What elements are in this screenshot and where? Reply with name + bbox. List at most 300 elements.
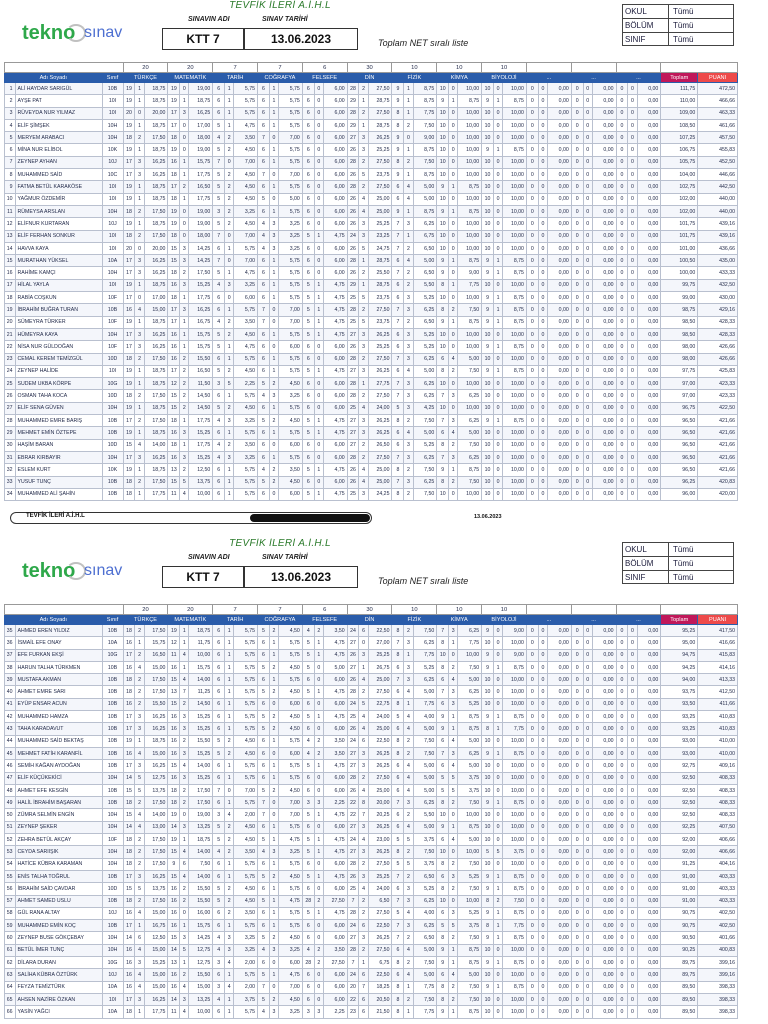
table-row[interactable] — [5, 846, 738, 858]
correct-cell: 0 — [571, 451, 583, 463]
table-row[interactable] — [5, 365, 738, 377]
net-cell: 0,00 — [592, 242, 616, 254]
correct-cell: 26 — [347, 144, 359, 156]
net-cell: 7,50 — [458, 797, 482, 809]
correct-cell: 6 — [302, 698, 314, 710]
table-row[interactable] — [5, 957, 738, 969]
net-cell: 17,50 — [144, 625, 168, 637]
wrong-cell: 3 — [269, 230, 278, 242]
wrong-cell: 4 — [225, 957, 234, 969]
wrong-cell: 2 — [225, 218, 234, 230]
correct-cell: 0 — [571, 304, 583, 316]
correct-cell: 9 — [392, 169, 404, 181]
wrong-cell: 0 — [628, 132, 637, 144]
table-row[interactable] — [5, 772, 738, 784]
wrong-cell: 1 — [269, 156, 278, 168]
table-row[interactable] — [5, 747, 738, 759]
table-row[interactable] — [5, 255, 738, 267]
table-row[interactable] — [5, 649, 738, 661]
wrong-cell: 4 — [359, 476, 368, 488]
correct-cell: 10 — [482, 772, 494, 784]
correct-cell: 0 — [616, 993, 628, 1005]
net-cell: 19,00 — [189, 205, 213, 217]
wrong-cell: 2 — [135, 205, 144, 217]
correct-cell: 25 — [347, 402, 359, 414]
table-row[interactable] — [5, 711, 738, 723]
table-row[interactable] — [5, 809, 738, 821]
net-cell: 5,50 — [413, 279, 437, 291]
rank-cell: 50 — [5, 809, 16, 821]
net-cell: 27,50 — [323, 957, 347, 969]
correct-cell: 7 — [437, 686, 449, 698]
correct-cell: 6 — [302, 378, 314, 390]
table-row[interactable] — [5, 907, 738, 919]
column-header-total: Toplam — [661, 73, 698, 83]
table-row[interactable] — [5, 205, 738, 217]
puan-cell: 472,50 — [698, 83, 738, 95]
student-name-cell: GÜL RANA ALTAY — [15, 907, 102, 919]
table-row[interactable] — [5, 427, 738, 439]
wrong-cell: 5 — [359, 169, 368, 181]
correct-cell: 9 — [482, 957, 494, 969]
correct-cell: 6 — [258, 920, 270, 932]
wrong-cell: 4 — [135, 809, 144, 821]
net-cell: 6,00 — [323, 144, 347, 156]
total-net-cell: 89,50 — [661, 981, 698, 993]
table-row[interactable] — [5, 637, 738, 649]
correct-cell: 19 — [123, 119, 135, 131]
net-cell: 9,00 — [503, 649, 527, 661]
wrong-cell: 2 — [135, 698, 144, 710]
wrong-cell: 1 — [135, 181, 144, 193]
wrong-cell: 1 — [269, 144, 278, 156]
correct-cell: 0 — [616, 760, 628, 772]
wrong-cell: 2 — [180, 895, 189, 907]
puan-cell: 412,50 — [698, 686, 738, 698]
net-cell: 12,75 — [189, 944, 213, 956]
wrong-cell: 4 — [180, 1006, 189, 1018]
wrong-cell: 1 — [225, 760, 234, 772]
net-cell: 0,00 — [548, 883, 572, 895]
table-row[interactable] — [5, 981, 738, 993]
filter-value[interactable]: Tümü — [673, 21, 694, 30]
table-row[interactable] — [5, 797, 738, 809]
correct-cell: 16 — [123, 944, 135, 956]
filter-value[interactable]: Tümü — [673, 545, 694, 554]
correct-cell: 0 — [616, 735, 628, 747]
student-name-cell: MUHAMMED EMRE BARIŞ — [15, 415, 102, 427]
correct-cell: 26 — [347, 649, 359, 661]
wrong-cell: 4 — [180, 674, 189, 686]
net-cell: 3,50 — [323, 625, 347, 637]
net-cell: 0,00 — [548, 698, 572, 710]
total-net-cell: 91,00 — [661, 895, 698, 907]
net-cell: 7,75 — [413, 649, 437, 661]
net-cell: 10,00 — [503, 476, 527, 488]
class-cell: 10I — [102, 993, 123, 1005]
correct-cell: 6 — [213, 242, 225, 254]
wrong-cell: 0 — [314, 661, 323, 673]
correct-cell: 18 — [168, 415, 180, 427]
net-cell: 0,00 — [548, 625, 572, 637]
correct-cell: 18 — [123, 230, 135, 242]
correct-cell: 27 — [347, 365, 359, 377]
net-cell: 0,00 — [548, 637, 572, 649]
correct-cell: 3 — [302, 1006, 314, 1018]
table-row[interactable] — [5, 488, 738, 500]
wrong-cell: 0 — [583, 205, 592, 217]
class-cell: 10B — [102, 784, 123, 796]
correct-cell: 0 — [526, 181, 538, 193]
wrong-cell: 0 — [628, 390, 637, 402]
table-row[interactable] — [5, 858, 738, 870]
table-row[interactable] — [5, 883, 738, 895]
filter-value[interactable]: Tümü — [673, 573, 694, 582]
correct-cell: 16 — [168, 772, 180, 784]
correct-cell: 0 — [616, 698, 628, 710]
table-row[interactable] — [5, 169, 738, 181]
net-cell: 5,75 — [234, 686, 258, 698]
wrong-cell: 0 — [538, 156, 547, 168]
net-cell: 4,50 — [234, 169, 258, 181]
wrong-cell: 3 — [449, 698, 458, 710]
net-cell: 0,00 — [592, 649, 616, 661]
puan-cell: 414,16 — [698, 661, 738, 673]
wrong-cell: 0 — [628, 181, 637, 193]
wrong-cell: 3 — [135, 957, 144, 969]
wrong-cell: 0 — [538, 353, 547, 365]
puan-cell: 455,83 — [698, 144, 738, 156]
table-row[interactable] — [5, 341, 738, 353]
puan-cell: 404,16 — [698, 858, 738, 870]
class-cell: 10B — [102, 674, 123, 686]
student-name-cell: FEYZA TEMİZTÜRK — [15, 981, 102, 993]
net-cell: 0,00 — [592, 993, 616, 1005]
correct-cell: 17 — [168, 304, 180, 316]
table-row[interactable] — [5, 1006, 738, 1018]
net-cell: 25,00 — [368, 476, 392, 488]
table-row[interactable] — [5, 661, 738, 673]
wrong-cell: 3 — [359, 488, 368, 500]
wrong-cell: 0 — [225, 156, 234, 168]
net-cell: 5,75 — [234, 242, 258, 254]
wrong-cell: 2 — [225, 907, 234, 919]
student-name-cell: ELİF SENA GÜVEN — [15, 402, 102, 414]
wrong-cell: 2 — [269, 686, 278, 698]
correct-cell: 9 — [392, 95, 404, 107]
correct-cell: 0 — [616, 784, 628, 796]
correct-cell: 5 — [258, 711, 270, 723]
correct-cell: 27 — [347, 637, 359, 649]
correct-cell: 19 — [123, 427, 135, 439]
student-name-cell: İBRAHİM SAİD ÇAVDAR — [15, 883, 102, 895]
correct-cell: 4 — [213, 944, 225, 956]
correct-cell: 18 — [168, 230, 180, 242]
class-cell: 10B — [102, 870, 123, 882]
table-row[interactable] — [5, 723, 738, 735]
wrong-cell: 2 — [135, 674, 144, 686]
correct-cell: 0 — [616, 674, 628, 686]
net-cell: 5,00 — [413, 193, 437, 205]
correct-cell: 6 — [258, 637, 270, 649]
table-row[interactable] — [5, 193, 738, 205]
correct-cell: 0 — [526, 760, 538, 772]
net-cell: 3,25 — [279, 1006, 303, 1018]
filter-key: OKUL — [623, 5, 669, 18]
correct-cell: 3 — [213, 378, 225, 390]
total-net-cell: 92,00 — [661, 834, 698, 846]
table-row[interactable] — [5, 969, 738, 981]
table-row[interactable] — [5, 390, 738, 402]
wrong-cell: 0 — [628, 809, 637, 821]
table-row[interactable] — [5, 870, 738, 882]
table-row[interactable] — [5, 932, 738, 944]
correct-cell: 9 — [482, 883, 494, 895]
correct-cell: 0 — [526, 993, 538, 1005]
net-cell: 16,25 — [144, 267, 168, 279]
correct-cell: 29 — [347, 119, 359, 131]
net-cell: 0,00 — [548, 255, 572, 267]
wrong-cell: 4 — [404, 193, 413, 205]
wrong-cell: 0 — [538, 439, 547, 451]
wrong-cell: 3 — [269, 242, 278, 254]
wrong-cell: 4 — [225, 809, 234, 821]
wrong-cell: 4 — [404, 772, 413, 784]
wrong-cell: 0 — [628, 279, 637, 291]
wrong-cell: 1 — [225, 625, 234, 637]
table-row[interactable] — [5, 218, 738, 230]
wrong-cell: 1 — [493, 907, 502, 919]
filter-value[interactable]: Tümü — [673, 35, 694, 44]
correct-cell: 5 — [437, 920, 449, 932]
wrong-cell: 0 — [628, 107, 637, 119]
wrong-cell: 0 — [583, 969, 592, 981]
table-row[interactable] — [5, 476, 738, 488]
wrong-cell: 3 — [135, 451, 144, 463]
net-cell: 0,00 — [637, 193, 661, 205]
net-cell: 15,75 — [189, 661, 213, 673]
net-cell: 0,00 — [548, 378, 572, 390]
net-cell: 10,00 — [458, 193, 482, 205]
net-cell: 16,25 — [189, 304, 213, 316]
table-row[interactable] — [5, 156, 738, 168]
table-row[interactable] — [5, 181, 738, 193]
correct-cell: 10 — [482, 637, 494, 649]
net-cell: 7,50 — [458, 858, 482, 870]
table-row[interactable] — [5, 378, 738, 390]
table-row[interactable] — [5, 944, 738, 956]
wrong-cell: 0 — [493, 809, 502, 821]
rank-cell: 58 — [5, 907, 16, 919]
wrong-cell: 4 — [135, 969, 144, 981]
net-cell: 0,00 — [637, 907, 661, 919]
correct-cell: 8 — [392, 488, 404, 500]
correct-cell: 16 — [168, 711, 180, 723]
table-row[interactable] — [5, 230, 738, 242]
correct-cell: 7 — [392, 378, 404, 390]
correct-cell: 4 — [258, 1006, 270, 1018]
table-row[interactable] — [5, 735, 738, 747]
net-cell: 3,50 — [234, 132, 258, 144]
wrong-cell: 0 — [314, 476, 323, 488]
wrong-cell: 0 — [583, 378, 592, 390]
table-row[interactable] — [5, 698, 738, 710]
filter-value[interactable]: Tümü — [673, 559, 694, 568]
correct-cell: 0 — [616, 365, 628, 377]
correct-cell: 5 — [213, 218, 225, 230]
net-cell: 0,00 — [548, 181, 572, 193]
net-cell: 0,00 — [592, 772, 616, 784]
net-cell: 6,25 — [458, 451, 482, 463]
correct-cell: 0 — [616, 230, 628, 242]
rank-cell: 55 — [5, 870, 16, 882]
total-net-cell: 96,50 — [661, 415, 698, 427]
net-cell: 26,75 — [368, 661, 392, 673]
correct-cell: 0 — [526, 895, 538, 907]
student-name-cell: RABİA COŞKUN — [15, 292, 102, 304]
table-row[interactable] — [5, 920, 738, 932]
table-row[interactable] — [5, 267, 738, 279]
student-name-cell: ELİF ŞİMŞEK — [15, 119, 102, 131]
table-row[interactable] — [5, 674, 738, 686]
net-cell: 0,00 — [548, 119, 572, 131]
correct-cell: 0 — [571, 993, 583, 1005]
table-row[interactable] — [5, 279, 738, 291]
net-cell: 8,75 — [503, 292, 527, 304]
net-cell: 6,00 — [323, 83, 347, 95]
wrong-cell: 0 — [493, 1006, 502, 1018]
correct-cell: 6 — [213, 797, 225, 809]
table-row[interactable] — [5, 144, 738, 156]
wrong-cell: 6 — [180, 858, 189, 870]
wrong-cell: 3 — [180, 255, 189, 267]
table-row[interactable] — [5, 784, 738, 796]
net-cell: 0,00 — [592, 981, 616, 993]
correct-cell: 10 — [482, 242, 494, 254]
rank-cell: 36 — [5, 637, 16, 649]
correct-cell: 6 — [392, 341, 404, 353]
correct-cell: 0 — [571, 821, 583, 833]
table-row[interactable] — [5, 895, 738, 907]
table-row[interactable] — [5, 834, 738, 846]
student-name-cell: ZÜMRA SELMİN ENGİN — [15, 809, 102, 821]
table-row[interactable] — [5, 292, 738, 304]
question-count: 10 — [392, 605, 437, 615]
wrong-cell: 0 — [314, 107, 323, 119]
wrong-cell: 1 — [135, 1006, 144, 1018]
correct-cell: 6 — [392, 883, 404, 895]
net-cell: 7,50 — [458, 304, 482, 316]
wrong-cell: 4 — [404, 427, 413, 439]
correct-cell: 6 — [258, 365, 270, 377]
table-row[interactable] — [5, 353, 738, 365]
table-row[interactable] — [5, 821, 738, 833]
table-row[interactable] — [5, 402, 738, 414]
table-row[interactable] — [5, 439, 738, 451]
table-row[interactable] — [5, 95, 738, 107]
wrong-cell: 0 — [449, 292, 458, 304]
table-row[interactable] — [5, 993, 738, 1005]
correct-cell: 28 — [347, 686, 359, 698]
table-row[interactable] — [5, 464, 738, 476]
wrong-cell: 1 — [493, 95, 502, 107]
table-row[interactable] — [5, 328, 738, 340]
correct-cell: 0 — [571, 723, 583, 735]
correct-cell: 0 — [571, 488, 583, 500]
wrong-cell: 0 — [583, 932, 592, 944]
rank-cell: 63 — [5, 969, 16, 981]
wrong-cell: 0 — [583, 488, 592, 500]
net-cell: 4,75 — [234, 267, 258, 279]
correct-cell: 6 — [392, 784, 404, 796]
total-net-cell: 102,00 — [661, 193, 698, 205]
table-row[interactable] — [5, 242, 738, 254]
correct-cell: 0 — [616, 169, 628, 181]
correct-cell: 9 — [437, 316, 449, 328]
correct-cell: 8 — [392, 156, 404, 168]
net-cell: 25,25 — [368, 870, 392, 882]
net-cell: 0,00 — [637, 169, 661, 181]
table-row[interactable] — [5, 119, 738, 131]
correct-cell: 6 — [258, 698, 270, 710]
table-row[interactable] — [5, 107, 738, 119]
table-row[interactable] — [5, 451, 738, 463]
wrong-cell: 0 — [628, 907, 637, 919]
wrong-cell: 0 — [449, 328, 458, 340]
net-cell: 17,50 — [144, 686, 168, 698]
correct-cell: 0 — [526, 834, 538, 846]
table-row[interactable] — [5, 625, 738, 637]
table-row[interactable] — [5, 304, 738, 316]
table-row[interactable] — [5, 83, 738, 95]
correct-cell: 6 — [437, 427, 449, 439]
net-cell: 25,25 — [368, 218, 392, 230]
net-cell: 7,00 — [279, 809, 303, 821]
net-cell: 5,75 — [279, 821, 303, 833]
net-cell: 7,75 — [413, 981, 437, 993]
net-cell: 13,75 — [144, 883, 168, 895]
correct-cell: 6 — [302, 451, 314, 463]
net-cell: 4,50 — [279, 723, 303, 735]
wrong-cell: 1 — [314, 292, 323, 304]
filter-value[interactable]: Tümü — [673, 7, 694, 16]
class-cell: 10I — [102, 230, 123, 242]
wrong-cell: 1 — [493, 304, 502, 316]
puan-cell: 409,16 — [698, 760, 738, 772]
correct-cell: 20 — [123, 242, 135, 254]
table-row[interactable] — [5, 132, 738, 144]
table-row[interactable] — [5, 415, 738, 427]
net-cell: 0,00 — [592, 1006, 616, 1018]
net-cell: 10,00 — [458, 488, 482, 500]
wrong-cell: 4 — [449, 353, 458, 365]
table-row[interactable] — [5, 760, 738, 772]
correct-cell: 27 — [347, 661, 359, 673]
wrong-cell: 4 — [359, 193, 368, 205]
total-net-cell: 110,00 — [661, 95, 698, 107]
table-row[interactable] — [5, 686, 738, 698]
table-row[interactable] — [5, 316, 738, 328]
net-cell: 0,00 — [548, 760, 572, 772]
correct-cell: 0 — [571, 784, 583, 796]
correct-cell: 8 — [437, 279, 449, 291]
correct-cell: 19 — [168, 218, 180, 230]
net-cell: 15,50 — [189, 735, 213, 747]
correct-cell: 4 — [213, 132, 225, 144]
net-cell: 8,75 — [503, 267, 527, 279]
wrong-cell: 0 — [180, 218, 189, 230]
net-cell: 0,00 — [592, 316, 616, 328]
